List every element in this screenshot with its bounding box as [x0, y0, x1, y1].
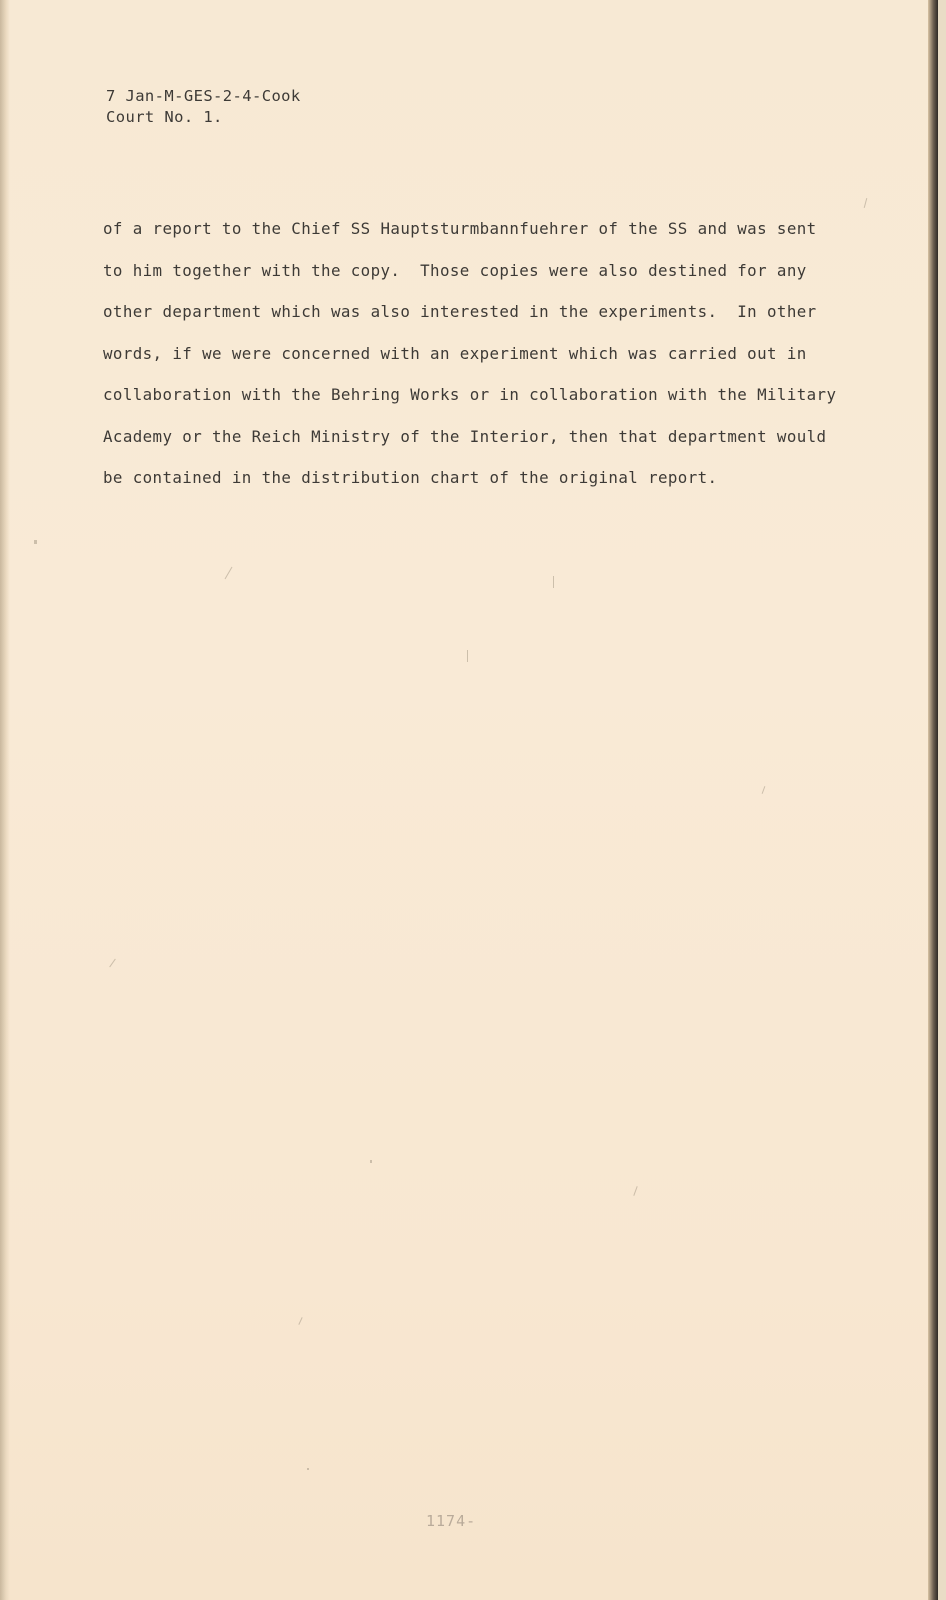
- page-left-edge: [0, 0, 10, 1600]
- paper-speck: [225, 567, 233, 580]
- header-court-number: Court No. 1.: [106, 108, 223, 126]
- body-line: other department which was also interested in the experiments. In other: [103, 302, 817, 321]
- transcript-body: [103, 208, 863, 499]
- paper-speck: [109, 959, 116, 968]
- body-line: collaboration with the Behring Works or in collaboration with the Military: [103, 385, 837, 404]
- paper-speck: [762, 786, 766, 794]
- body-line: to him together with the copy. Those copies were also destined for any: [103, 260, 807, 280]
- page-number: 1174-: [426, 1512, 477, 1530]
- paper-speck: [298, 1317, 302, 1325]
- body-line: be contained in the distribution chart of the original report.: [103, 468, 718, 487]
- paper-speck: [467, 650, 468, 662]
- body-line: Academy or the Reich Ministry of the Interior, then that department would: [103, 426, 827, 446]
- paper-speck: [633, 1186, 637, 1196]
- document-header: [106, 86, 301, 128]
- paper-speck: [34, 540, 37, 544]
- page-right-edge: [928, 0, 938, 1600]
- paper-speck: [307, 1468, 309, 1470]
- body-line: words, if we were concerned with an experiment which was carried out in: [103, 343, 807, 363]
- header-session-code: 7 Jan-M-GES-2-4-Cook: [106, 87, 301, 105]
- paper-speck: [370, 1160, 372, 1163]
- paper-speck: [553, 576, 554, 588]
- body-line: of a report to the Chief SS Hauptsturmbannfuehrer of the SS and was sent: [103, 219, 817, 238]
- paper-speck: [864, 198, 868, 208]
